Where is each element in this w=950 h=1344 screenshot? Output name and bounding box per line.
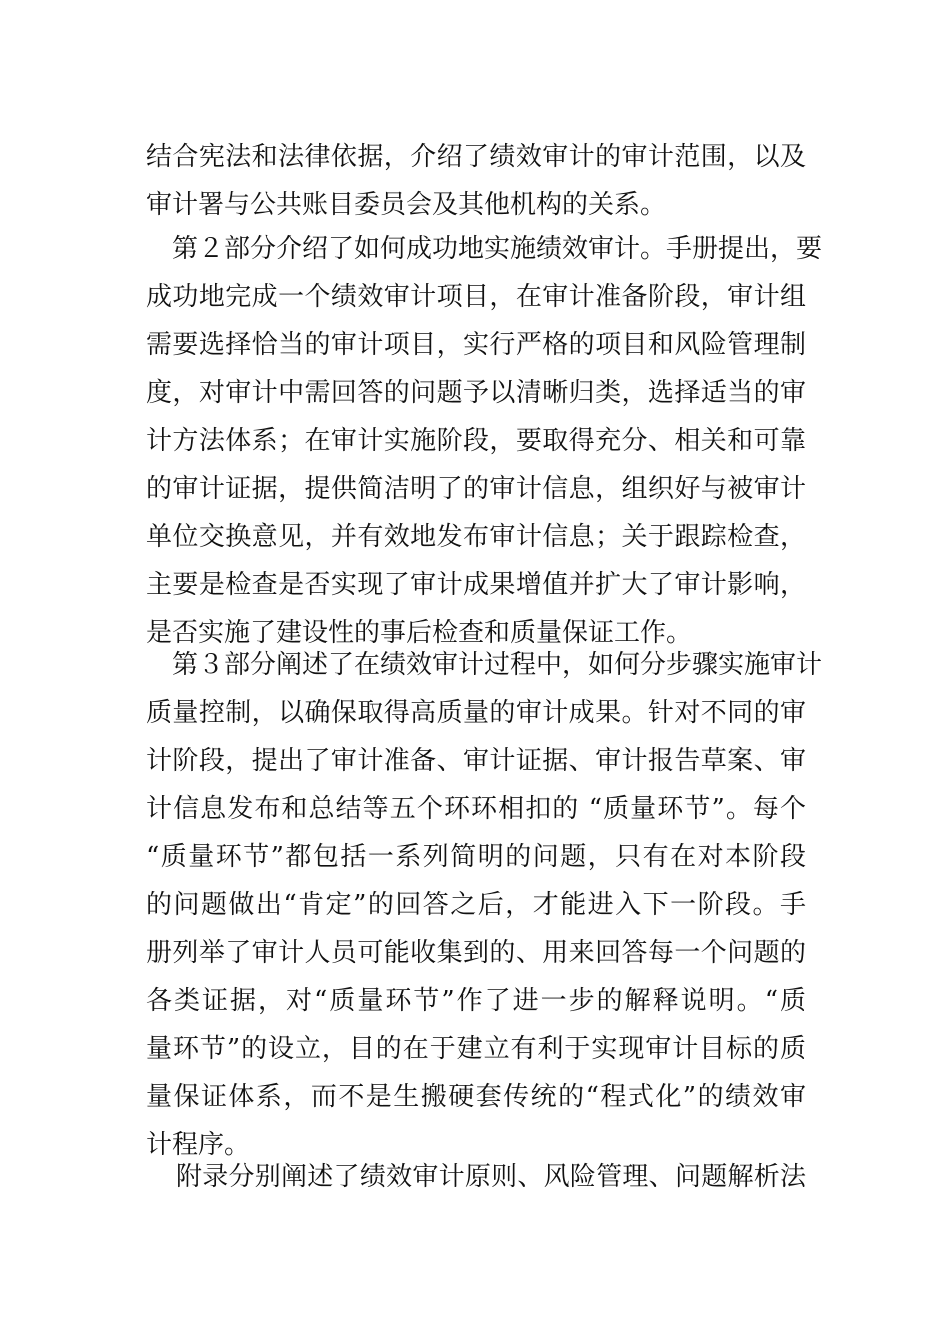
text-line: 第２部分介绍了如何成功地实施绩效审计。手册提出，要: [172, 234, 823, 264]
text-line: 第３部分阐述了在绩效审计过程中，如何分步骤实施审计: [172, 650, 823, 680]
paragraph-part-3: [146, 641, 823, 1169]
text-line: 计阶段，提出了审计准备、审计证据、审计报告草案、审: [146, 746, 806, 776]
text-line: 各类证据，对“质量环节”作了进一步的解释说明。“质: [146, 986, 806, 1016]
paragraph-continuation: [146, 133, 806, 229]
text-line: 的审计证据，提供简洁明了的审计信息，组织好与被审计: [146, 474, 806, 504]
text-line: 单位交换意见，并有效地发布审计信息；关于跟踪检查，: [146, 522, 806, 552]
text-line: 主要是检查是否实现了审计成果增值并扩大了审计影响，: [146, 570, 806, 600]
text-line: 成功地完成一个绩效审计项目，在审计准备阶段，审计组: [146, 282, 806, 312]
text-line: 需要选择恰当的审计项目，实行严格的项目和风险管理制: [146, 330, 806, 360]
text-line: 结合宪法和法律依据，介绍了绩效审计的审计范围，以及: [146, 142, 806, 172]
text-line: 的问题做出“肯定”的回答之后，才能进入下一阶段。手: [146, 890, 806, 920]
paragraph-appendix: [146, 1153, 806, 1201]
text-line: 计信息发布和总结等五个环环相扣的 “质量环节”。每个: [146, 794, 806, 824]
text-line: “质量环节”都包括一系列简明的问题，只有在对本阶段: [146, 842, 806, 872]
text-line: 量保证体系，而不是生搬硬套传统的“程式化”的绩效审: [146, 1082, 806, 1112]
text-line: 审计署与公共账目委员会及其他机构的关系。: [146, 190, 667, 220]
paragraph-part-2: [146, 225, 823, 657]
text-line: 量环节”的设立，目的在于建立有利于实现审计目标的质: [146, 1034, 806, 1064]
text-line: 是否实施了建设性的事后检查和质量保证工作。: [146, 618, 693, 648]
text-line: 质量控制，以确保取得高质量的审计成果。针对不同的审: [146, 698, 806, 728]
text-line: 附录分别阐述了绩效审计原则、风险管理、问题解析法: [176, 1162, 806, 1192]
text-line: 计程序。: [146, 1130, 251, 1160]
text-line: 册列举了审计人员可能收集到的、用来回答每一个问题的: [146, 938, 806, 968]
text-line: 度，对审计中需回答的问题予以清晰归类，选择适当的审: [146, 378, 806, 408]
text-line: 计方法体系；在审计实施阶段，要取得充分、相关和可靠: [146, 426, 806, 456]
